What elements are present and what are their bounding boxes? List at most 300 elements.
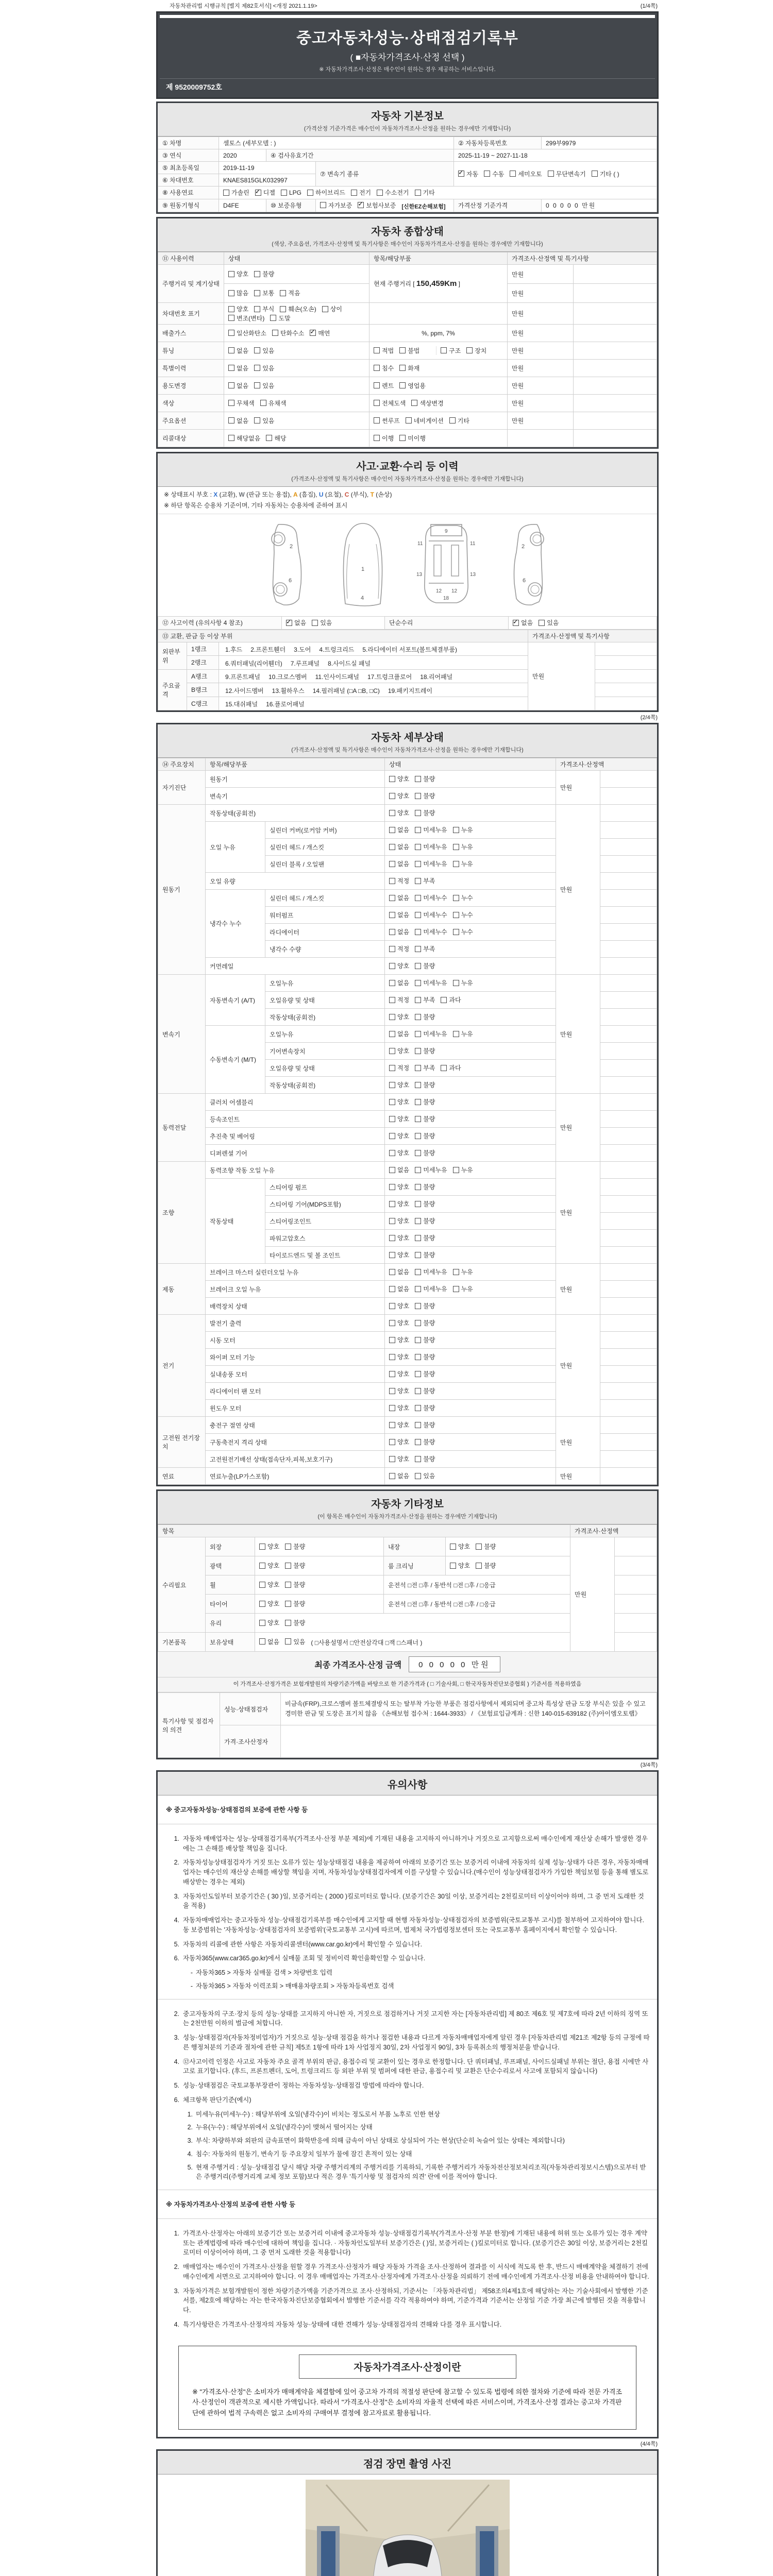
checkbox[interactable] — [389, 861, 395, 867]
table-row — [158, 771, 657, 788]
checkbox-option — [389, 1165, 409, 1174]
checkbox[interactable] — [389, 827, 395, 833]
note-cell — [574, 395, 657, 412]
checkbox-label: 적음 — [288, 290, 300, 297]
panel-checkbox-item — [313, 672, 359, 681]
checkbox[interactable] — [358, 202, 364, 208]
checkbox[interactable] — [415, 776, 421, 782]
checkbox[interactable] — [453, 929, 459, 935]
checkbox-label: 양호 — [397, 1302, 410, 1310]
checkbox[interactable] — [389, 912, 395, 918]
checkbox-option — [389, 1216, 409, 1225]
checkbox[interactable] — [415, 963, 421, 969]
checkbox-label: 부족 — [423, 1064, 435, 1072]
checkbox[interactable] — [389, 980, 395, 986]
panel-checkbox-item — [326, 659, 371, 668]
checkbox[interactable] — [389, 1456, 395, 1462]
checkbox[interactable] — [415, 827, 421, 833]
checkbox[interactable] — [389, 1031, 395, 1037]
checkbox[interactable] — [453, 844, 459, 850]
checkbox-label: 없음 — [397, 843, 410, 851]
notice-item — [166, 2229, 650, 2258]
checkbox[interactable] — [415, 912, 421, 918]
checkbox[interactable] — [259, 1620, 265, 1626]
checkbox[interactable] — [415, 1218, 421, 1224]
checkbox-option — [453, 1165, 473, 1174]
note-cell — [615, 1595, 657, 1614]
checkbox[interactable] — [285, 1638, 291, 1645]
checkbox[interactable] — [310, 330, 316, 336]
checkbox[interactable] — [415, 1116, 421, 1122]
checkbox-option — [415, 842, 447, 851]
state-options — [224, 377, 369, 395]
checkbox-option — [322, 304, 342, 313]
checkbox-option — [441, 346, 461, 355]
checkbox[interactable] — [476, 1544, 482, 1550]
checkbox-option — [415, 1029, 447, 1038]
checkbox-label: 양호 — [397, 1183, 410, 1191]
checkbox[interactable] — [415, 1031, 421, 1037]
note-cell — [600, 1434, 657, 1451]
checkbox[interactable] — [453, 1269, 459, 1275]
checkbox[interactable] — [280, 290, 286, 296]
checkbox[interactable] — [450, 1563, 456, 1569]
checkbox[interactable] — [389, 1473, 395, 1479]
checkbox[interactable] — [415, 844, 421, 850]
checkbox-option — [389, 808, 409, 817]
checkbox[interactable] — [389, 793, 395, 799]
panel-checkbox-item — [223, 700, 258, 708]
checkbox[interactable] — [228, 417, 234, 423]
checkbox[interactable] — [389, 1269, 395, 1275]
checkbox[interactable] — [441, 997, 447, 1003]
checkbox[interactable] — [513, 620, 519, 626]
checkbox-option — [389, 1284, 409, 1293]
panel-item-label: 7.루프패널 — [290, 659, 320, 667]
checkbox[interactable] — [389, 1252, 395, 1258]
checkbox[interactable] — [389, 878, 395, 884]
checkbox[interactable] — [228, 271, 234, 277]
checkbox[interactable] — [260, 400, 266, 406]
checkbox[interactable] — [389, 1116, 395, 1122]
checkbox[interactable] — [450, 1544, 456, 1550]
checkbox-label: 영업용 — [408, 382, 426, 389]
state-options — [385, 1077, 556, 1094]
checkbox[interactable] — [453, 1286, 459, 1292]
item-label: 냉각수 수량 — [265, 941, 385, 958]
checkbox[interactable] — [411, 400, 417, 406]
checkbox[interactable] — [415, 1422, 421, 1428]
checkbox-option — [415, 1199, 435, 1208]
etc-info-table — [158, 1524, 657, 1652]
section-notice — [156, 1770, 659, 2438]
checkbox[interactable] — [415, 1082, 421, 1088]
checkbox[interactable] — [453, 912, 459, 918]
checkbox[interactable] — [415, 861, 421, 867]
checkbox[interactable] — [415, 1371, 421, 1377]
checkbox[interactable] — [389, 1150, 395, 1156]
checkbox[interactable] — [510, 171, 516, 177]
checkbox[interactable] — [415, 1150, 421, 1156]
checkbox[interactable] — [254, 417, 260, 423]
panel-checkbox-item — [311, 686, 380, 695]
note-cell — [600, 822, 657, 839]
checkbox-option — [228, 329, 266, 337]
checkbox[interactable] — [272, 330, 278, 336]
checkbox[interactable] — [389, 1235, 395, 1241]
checkbox[interactable] — [270, 315, 276, 321]
panel-group-label: 외판부위 — [158, 642, 187, 669]
checkbox[interactable] — [389, 776, 395, 782]
checkbox[interactable] — [374, 365, 380, 371]
checkbox[interactable] — [389, 1218, 395, 1224]
checkbox[interactable] — [254, 271, 260, 277]
checkbox[interactable] — [449, 417, 456, 423]
checkbox[interactable] — [228, 435, 234, 441]
checkbox[interactable] — [389, 1388, 395, 1394]
note-cell — [600, 1060, 657, 1077]
checkbox[interactable] — [285, 1544, 291, 1550]
checkbox[interactable] — [441, 347, 447, 353]
checkbox[interactable] — [415, 929, 421, 935]
checkbox[interactable] — [228, 365, 234, 371]
panel-item-label: 15.대쉬패널 — [225, 701, 258, 708]
checkbox-option — [389, 1386, 409, 1395]
checkbox[interactable] — [406, 417, 412, 423]
checkbox-option — [351, 188, 371, 197]
checkbox[interactable] — [415, 1405, 421, 1411]
checkbox[interactable] — [228, 290, 234, 296]
panel-checkbox-item — [292, 645, 311, 654]
checkbox[interactable] — [259, 1601, 265, 1607]
checkbox-label: 화재 — [408, 364, 420, 372]
notice-subitem-number: 1. — [187, 2110, 193, 2118]
checkbox[interactable] — [389, 1439, 395, 1445]
checkbox[interactable] — [389, 1099, 395, 1105]
checkbox[interactable] — [484, 171, 490, 177]
checkbox[interactable] — [415, 1456, 421, 1462]
checkbox[interactable] — [415, 997, 421, 1003]
checkbox[interactable] — [415, 1184, 421, 1190]
notice-item-text: ⑫사고이력 인정은 사고로 자동차 주요 골격 부위의 판금, 용접수리 및 교환이 있는 경우로 한정합니다. 단 쿼터패널, 루프패널, 사이드실패널 부위는 절단, 용접 시에만 사고로 표기합니다. (후드, 프론트펜더, 도어, 트렁크리드 등 외판 부위 및 범퍼에 대한 판금, 용접수리 및 교환은 단순수리로서 사고에 포함되지 않습니다) — [183, 2058, 649, 2075]
checkbox-option — [285, 1637, 305, 1646]
checkbox[interactable] — [389, 1422, 395, 1428]
checkbox[interactable] — [228, 306, 234, 312]
checkbox[interactable] — [285, 1563, 291, 1569]
state-options — [385, 1179, 556, 1196]
panel-checkbox-item — [365, 672, 412, 681]
car-diagram-front-icon — [336, 521, 390, 608]
checkbox[interactable] — [389, 1337, 395, 1343]
checkbox-label: 누유 — [461, 826, 473, 834]
checkbox[interactable] — [322, 306, 328, 312]
checkbox[interactable] — [415, 946, 421, 952]
checkbox-label: 불량 — [423, 1149, 435, 1157]
checkbox[interactable] — [228, 400, 234, 406]
checkbox[interactable] — [453, 1031, 459, 1037]
checkbox-label: 없음 — [397, 826, 410, 834]
checkbox-option — [415, 1097, 435, 1106]
checkbox-option — [406, 416, 444, 425]
note-cell — [600, 1468, 657, 1485]
checkbox[interactable] — [259, 1563, 265, 1569]
section-etc-info — [156, 1489, 659, 1759]
checkbox-label: 누유 — [461, 1166, 473, 1174]
inspector-opinion-text — [281, 1725, 657, 1758]
checkbox-label: 전체도색 — [382, 399, 406, 407]
checkbox-label: 없음 — [397, 1285, 410, 1293]
checkbox[interactable] — [266, 435, 272, 441]
checkbox[interactable] — [228, 330, 234, 336]
checkbox[interactable] — [389, 1048, 395, 1054]
checkbox[interactable] — [415, 1439, 421, 1445]
checkbox[interactable] — [415, 1252, 421, 1258]
checkbox[interactable] — [389, 1167, 395, 1173]
checkbox[interactable] — [374, 382, 380, 388]
checkbox-label: 불량 — [293, 1600, 306, 1608]
checkbox-label: 자동 — [466, 170, 479, 178]
checkbox[interactable] — [255, 190, 261, 196]
checkbox[interactable] — [476, 1563, 482, 1569]
checkbox-label: 매연 — [318, 329, 330, 337]
checkbox-label: 양호 — [397, 1319, 410, 1327]
checkbox[interactable] — [389, 1286, 395, 1292]
checkbox[interactable] — [415, 1269, 421, 1275]
usage-label: 리콜대상 — [158, 430, 224, 447]
checkbox[interactable] — [312, 620, 318, 626]
checkbox[interactable] — [415, 1303, 421, 1309]
checkbox[interactable] — [399, 435, 406, 441]
checkbox[interactable] — [374, 400, 380, 406]
checkbox[interactable] — [415, 1014, 421, 1020]
checkbox[interactable] — [254, 347, 260, 353]
note-cell — [600, 1349, 657, 1366]
checkbox[interactable] — [539, 620, 545, 626]
item-label: 오일유량 및 상태 — [265, 992, 385, 1009]
checkbox[interactable] — [389, 929, 395, 935]
checkbox-option — [415, 1386, 435, 1395]
diagram-number: 13 — [416, 572, 422, 578]
note-cell — [574, 342, 657, 360]
checkbox-option — [449, 416, 469, 425]
checkbox[interactable] — [399, 365, 406, 371]
checkbox-option — [389, 944, 409, 953]
checkbox[interactable] — [415, 1354, 421, 1360]
notice-item-text: 자동차가격은 보험개발원이 정한 차량기준가액을 기준가격으로 조사·산정하되, 기준서는 「자동차관리법」 제58조의4제1호에 해당하는 자는 기술사회에서 발행한 기준서를, 제2호에 해당하는 자는 한국자동차진단보증협회에서 발행한 기준서를 각각 적용하여야 하며, 기준가격과 기준서는 산정일 기준 가장 최근에 발행된 것을 적용합니다. — [183, 2287, 648, 2314]
checkbox[interactable] — [389, 1201, 395, 1207]
checkbox[interactable] — [415, 1473, 421, 1479]
checkbox[interactable] — [415, 1133, 421, 1139]
state-options — [224, 430, 369, 447]
checkbox[interactable] — [399, 382, 406, 388]
checkbox[interactable] — [280, 306, 286, 312]
item-label: 스티어링 기어(MDPS포함) — [265, 1196, 385, 1213]
checkbox[interactable] — [259, 1638, 265, 1645]
checkbox[interactable] — [254, 290, 260, 296]
note-cell — [615, 1575, 657, 1595]
checkbox[interactable] — [254, 382, 260, 388]
price-cell: 만원 — [556, 975, 600, 1094]
checkbox-option — [415, 1335, 435, 1344]
notice-item-number: 5. — [174, 1940, 179, 1948]
checkbox[interactable] — [389, 1405, 395, 1411]
rank-label: 2랭크 — [187, 656, 219, 670]
checkbox[interactable] — [415, 1388, 421, 1394]
item-label: 변속기 — [206, 788, 385, 805]
checkbox[interactable] — [286, 620, 292, 626]
checkbox[interactable] — [389, 1303, 395, 1309]
checkbox[interactable] — [389, 1133, 395, 1139]
note-cell — [600, 1298, 657, 1315]
checkbox[interactable] — [389, 963, 395, 969]
checkbox[interactable] — [389, 1320, 395, 1326]
checkbox[interactable] — [453, 980, 459, 986]
column-header: ⑪ 사용이력 — [158, 252, 224, 265]
checkbox[interactable] — [254, 306, 260, 312]
panel-checkbox-item — [317, 645, 354, 654]
checkbox[interactable] — [307, 190, 313, 196]
note-cell — [595, 642, 657, 656]
checkbox-option — [415, 1148, 435, 1157]
checkbox-label: 일산화탄소 — [237, 329, 266, 337]
checkbox-option — [228, 434, 260, 443]
checkbox[interactable] — [458, 171, 464, 177]
checkbox[interactable] — [415, 1048, 421, 1054]
panel-item-label: 14.필러패널 (□A □B, □C) — [312, 687, 380, 694]
checkbox[interactable] — [223, 190, 229, 196]
checkbox[interactable] — [389, 997, 395, 1003]
checkbox[interactable] — [281, 190, 287, 196]
checkbox[interactable] — [592, 171, 598, 177]
price-cell: 만원 — [570, 1537, 615, 1652]
checkbox[interactable] — [415, 810, 421, 816]
checkbox-option — [415, 876, 435, 885]
checkbox[interactable] — [389, 1371, 395, 1377]
checkbox-option — [415, 1250, 435, 1259]
checkbox[interactable] — [351, 190, 357, 196]
checkbox-label: 과다 — [449, 1064, 461, 1072]
checkbox-label: 없음 — [237, 347, 249, 354]
checkbox[interactable] — [389, 1184, 395, 1190]
table-row — [158, 303, 657, 325]
notice-subitem-number: 2. — [187, 2124, 193, 2131]
checkbox-label: 무단변속기 — [556, 170, 586, 178]
checkbox[interactable] — [415, 895, 421, 901]
panel-item-label: 8.사이드실 패널 — [328, 659, 371, 667]
item-label: 오일 유량 — [206, 873, 385, 890]
checkbox[interactable] — [389, 1014, 395, 1020]
checkbox[interactable] — [415, 1235, 421, 1241]
checkbox[interactable] — [415, 1201, 421, 1207]
checkbox[interactable] — [389, 946, 395, 952]
checkbox[interactable] — [415, 980, 421, 986]
checkbox-label: 불량 — [423, 1421, 435, 1429]
checkbox[interactable] — [415, 878, 421, 884]
panel-checkbox-item — [289, 659, 320, 668]
note-cell — [600, 1400, 657, 1417]
checkbox[interactable] — [453, 827, 459, 833]
checkbox-option — [415, 1131, 435, 1140]
car-name-value: 셀토스 (세부모델 : ) — [219, 137, 454, 149]
checkbox[interactable] — [285, 1620, 291, 1626]
checkbox-option — [389, 995, 409, 1004]
document-note: ※ 자동차가격조사·산정은 매수인이 원하는 경우 제공하는 서비스입니다. — [319, 66, 496, 73]
checkbox[interactable] — [259, 1544, 265, 1550]
diagram-number: 2 — [289, 544, 293, 550]
checkbox[interactable] — [285, 1601, 291, 1607]
checkbox-option — [389, 1318, 409, 1327]
checkbox[interactable] — [228, 382, 234, 388]
checkbox[interactable] — [374, 435, 380, 441]
item-label: 작동상태(공회전) — [265, 1077, 385, 1094]
checkbox[interactable] — [389, 1354, 395, 1360]
mileage-suffix: ] — [457, 280, 460, 287]
final-price-note: 이 가격조사·산정가격은 보험개발원의 차량기준가액을 바탕으로 한 기준가격과 ( □ 기술사회, □ 한국자동차진단보증협회 ) 기준서를 적용하였음 — [158, 1677, 657, 1692]
item-label: 추진축 및 베어링 — [206, 1128, 385, 1145]
checkbox[interactable] — [441, 1065, 447, 1071]
state-options — [224, 303, 369, 325]
checkbox-option — [228, 304, 248, 313]
item-label: 실린더 커버(로커암 커버) — [265, 822, 385, 839]
checkbox[interactable] — [415, 1320, 421, 1326]
note-cell — [615, 1556, 657, 1575]
checkbox[interactable] — [415, 190, 421, 196]
checkbox[interactable] — [320, 202, 326, 208]
note-cell — [574, 430, 657, 447]
checkbox[interactable] — [389, 810, 395, 816]
simple-repair-options — [509, 617, 657, 630]
status-mark-desc: (부식), — [349, 491, 371, 498]
checkbox-label: 양호 — [458, 1562, 470, 1570]
checkbox[interactable] — [466, 347, 473, 353]
checkbox[interactable] — [389, 1065, 395, 1071]
checkbox[interactable] — [228, 315, 234, 321]
checkbox[interactable] — [415, 1167, 421, 1173]
checkbox[interactable] — [415, 793, 421, 799]
checkbox[interactable] — [285, 1582, 291, 1588]
checkbox[interactable] — [254, 365, 260, 371]
checkbox[interactable] — [399, 347, 406, 353]
checkbox[interactable] — [259, 1582, 265, 1588]
checkbox-label: 미세누유 — [423, 843, 447, 851]
checkbox-label: 양호 — [267, 1581, 280, 1589]
checkbox[interactable] — [453, 861, 459, 867]
checkbox[interactable] — [374, 417, 380, 423]
checkbox[interactable] — [389, 1082, 395, 1088]
checkbox[interactable] — [548, 171, 554, 177]
checkbox[interactable] — [415, 1286, 421, 1292]
item-label: 클러치 어셈블리 — [206, 1094, 385, 1111]
column-header: 항목/해당부품 — [206, 758, 385, 771]
checkbox[interactable] — [228, 347, 234, 353]
checkbox[interactable] — [377, 190, 383, 196]
checkbox[interactable] — [453, 1167, 459, 1173]
checkbox[interactable] — [415, 1065, 421, 1071]
checkbox[interactable] — [453, 895, 459, 901]
rank-label: A랭크 — [187, 669, 219, 683]
checkbox[interactable] — [389, 844, 395, 850]
state-options — [385, 1400, 556, 1417]
note-cell — [600, 1026, 657, 1043]
checkbox[interactable] — [374, 347, 380, 353]
state-options — [385, 1230, 556, 1247]
checkbox[interactable] — [389, 895, 395, 901]
car-damage-diagrams — [158, 514, 657, 616]
checkbox[interactable] — [415, 1099, 421, 1105]
checkbox-option — [453, 825, 473, 834]
exchange-panel-table — [158, 630, 657, 711]
checkbox[interactable] — [415, 1337, 421, 1343]
